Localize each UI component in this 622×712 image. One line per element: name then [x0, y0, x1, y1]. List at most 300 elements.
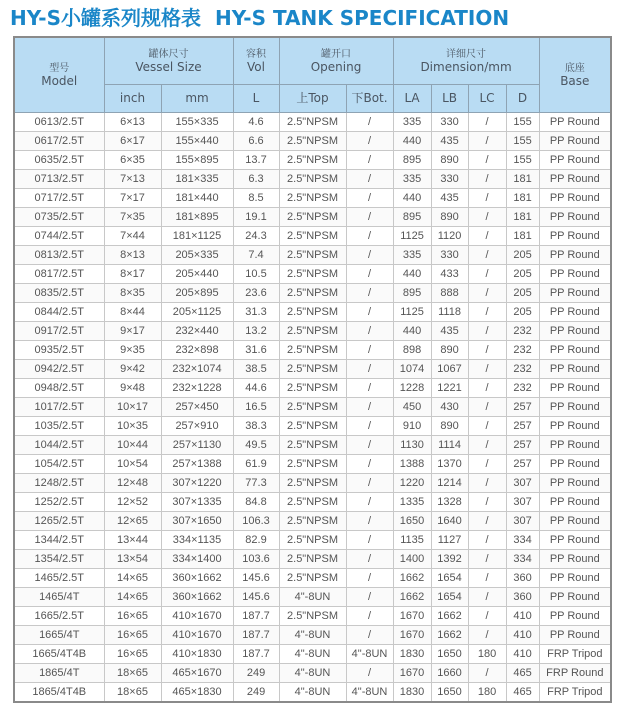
cell-vol: 6.6 [233, 132, 279, 151]
cell-lc: / [468, 588, 506, 607]
cell-d: 155 [506, 113, 539, 132]
table-row [14, 170, 611, 189]
cell-inch: 10×35 [104, 417, 161, 436]
table-row [14, 436, 611, 455]
cell-vol: 44.6 [233, 379, 279, 398]
cell-model: 0917/2.5T [14, 322, 104, 341]
cell-mm: 360×1662 [161, 569, 233, 588]
cell-mm: 232×1074 [161, 360, 233, 379]
cell-model: 1248/2.5T [14, 474, 104, 493]
cell-lb: 1370 [431, 455, 468, 474]
cell-lb: 1654 [431, 588, 468, 607]
cell-vol: 145.6 [233, 588, 279, 607]
cell-lc: / [468, 284, 506, 303]
cell-inch: 18×65 [104, 664, 161, 683]
cell-base: FRP Tripod [539, 683, 611, 703]
cell-model: 1265/2.5T [14, 512, 104, 531]
cell-mm: 155×895 [161, 151, 233, 170]
cell-lb: 1654 [431, 569, 468, 588]
table-row [14, 398, 611, 417]
cell-la: 895 [393, 284, 431, 303]
cell-bottom: / [346, 113, 393, 132]
cell-inch: 8×17 [104, 265, 161, 284]
cell-inch: 12×48 [104, 474, 161, 493]
cell-d: 155 [506, 151, 539, 170]
header-vessel-size: 罐体尺寸 Vessel Size [104, 37, 233, 85]
cell-bottom: / [346, 284, 393, 303]
cell-lc: 180 [468, 645, 506, 664]
table-row [14, 151, 611, 170]
cell-la: 1670 [393, 626, 431, 645]
cell-lb: 1118 [431, 303, 468, 322]
cell-vol: 49.5 [233, 436, 279, 455]
cell-vol: 145.6 [233, 569, 279, 588]
cell-la: 440 [393, 189, 431, 208]
cell-vol: 82.9 [233, 531, 279, 550]
cell-d: 205 [506, 284, 539, 303]
cell-lc: / [468, 379, 506, 398]
cell-inch: 12×65 [104, 512, 161, 531]
cell-base: PP Round [539, 132, 611, 151]
cell-model: 0744/2.5T [14, 227, 104, 246]
cell-top: 2.5"NPSM [279, 493, 346, 512]
cell-top: 4"-8UN [279, 626, 346, 645]
cell-base: PP Round [539, 265, 611, 284]
cell-top: 2.5"NPSM [279, 189, 346, 208]
cell-vol: 187.7 [233, 626, 279, 645]
cell-lc: / [468, 132, 506, 151]
cell-top: 2.5"NPSM [279, 132, 346, 151]
cell-la: 898 [393, 341, 431, 360]
cell-la: 1074 [393, 360, 431, 379]
cell-base: PP Round [539, 588, 611, 607]
cell-base: PP Round [539, 246, 611, 265]
cell-d: 257 [506, 436, 539, 455]
cell-model: 1465/4T [14, 588, 104, 607]
cell-base: PP Round [539, 493, 611, 512]
cell-d: 181 [506, 170, 539, 189]
cell-d: 307 [506, 474, 539, 493]
subheader-mm: mm [161, 85, 233, 113]
table-row [14, 607, 611, 626]
table-row [14, 531, 611, 550]
cell-vol: 106.3 [233, 512, 279, 531]
cell-lb: 430 [431, 398, 468, 417]
cell-vol: 77.3 [233, 474, 279, 493]
cell-vol: 31.6 [233, 341, 279, 360]
cell-mm: 410×1670 [161, 607, 233, 626]
cell-bottom: / [346, 189, 393, 208]
cell-mm: 205×335 [161, 246, 233, 265]
cell-model: 0635/2.5T [14, 151, 104, 170]
table-row [14, 588, 611, 607]
subheader-liters: L [233, 85, 279, 113]
cell-d: 410 [506, 645, 539, 664]
cell-top: 2.5"NPSM [279, 550, 346, 569]
cell-bottom: 4"-8UN [346, 683, 393, 703]
cell-base: PP Round [539, 322, 611, 341]
cell-lb: 1660 [431, 664, 468, 683]
table-row [14, 322, 611, 341]
cell-inch: 14×65 [104, 588, 161, 607]
table-row [14, 417, 611, 436]
cell-lc: / [468, 341, 506, 360]
subheader-la: LA [393, 85, 431, 113]
subheader-inch: inch [104, 85, 161, 113]
cell-model: 1865/4T4B [14, 683, 104, 703]
cell-base: PP Round [539, 626, 611, 645]
cell-lc: / [468, 170, 506, 189]
cell-bottom: / [346, 493, 393, 512]
cell-inch: 7×13 [104, 170, 161, 189]
cell-inch: 16×65 [104, 645, 161, 664]
cell-bottom: / [346, 246, 393, 265]
cell-mm: 205×895 [161, 284, 233, 303]
cell-top: 2.5"NPSM [279, 398, 346, 417]
cell-model: 1665/2.5T [14, 607, 104, 626]
cell-la: 895 [393, 208, 431, 227]
cell-base: PP Round [539, 417, 611, 436]
cell-bottom: / [346, 132, 393, 151]
cell-top: 2.5"NPSM [279, 607, 346, 626]
cell-lc: / [468, 626, 506, 645]
cell-inch: 8×44 [104, 303, 161, 322]
cell-bottom: / [346, 550, 393, 569]
cell-top: 4"-8UN [279, 588, 346, 607]
cell-la: 1400 [393, 550, 431, 569]
cell-lc: / [468, 455, 506, 474]
cell-mm: 257×1388 [161, 455, 233, 474]
cell-mm: 465×1670 [161, 664, 233, 683]
table-row [14, 493, 611, 512]
cell-la: 1662 [393, 569, 431, 588]
cell-top: 2.5"NPSM [279, 512, 346, 531]
cell-bottom: / [346, 607, 393, 626]
cell-d: 257 [506, 455, 539, 474]
cell-d: 257 [506, 417, 539, 436]
cell-base: PP Round [539, 284, 611, 303]
cell-top: 2.5"NPSM [279, 208, 346, 227]
cell-inch: 8×35 [104, 284, 161, 303]
table-row [14, 550, 611, 569]
cell-model: 0735/2.5T [14, 208, 104, 227]
cell-lc: / [468, 113, 506, 132]
cell-model: 1665/4T [14, 626, 104, 645]
cell-vol: 16.5 [233, 398, 279, 417]
cell-model: 1044/2.5T [14, 436, 104, 455]
cell-bottom: / [346, 265, 393, 284]
cell-lb: 1067 [431, 360, 468, 379]
cell-lb: 435 [431, 322, 468, 341]
cell-lc: / [468, 227, 506, 246]
cell-top: 2.5"NPSM [279, 322, 346, 341]
header-base: 底座 Base [539, 37, 611, 113]
cell-lc: / [468, 531, 506, 550]
cell-vol: 61.9 [233, 455, 279, 474]
cell-bottom: / [346, 664, 393, 683]
cell-la: 1830 [393, 683, 431, 703]
cell-top: 2.5"NPSM [279, 531, 346, 550]
cell-bottom: / [346, 322, 393, 341]
cell-base: FRP Round [539, 664, 611, 683]
cell-d: 205 [506, 265, 539, 284]
cell-lc: / [468, 208, 506, 227]
cell-mm: 257×450 [161, 398, 233, 417]
cell-lb: 1127 [431, 531, 468, 550]
cell-top: 2.5"NPSM [279, 227, 346, 246]
table-row [14, 132, 611, 151]
subheader-d: D [506, 85, 539, 113]
cell-vol: 84.8 [233, 493, 279, 512]
cell-vol: 38.3 [233, 417, 279, 436]
cell-la: 1220 [393, 474, 431, 493]
cell-la: 1125 [393, 303, 431, 322]
cell-inch: 9×17 [104, 322, 161, 341]
cell-la: 1830 [393, 645, 431, 664]
cell-lc: / [468, 512, 506, 531]
cell-d: 205 [506, 246, 539, 265]
cell-la: 1670 [393, 607, 431, 626]
cell-vol: 10.5 [233, 265, 279, 284]
cell-lc: / [468, 493, 506, 512]
cell-lc: 180 [468, 683, 506, 703]
cell-lb: 1114 [431, 436, 468, 455]
cell-inch: 12×52 [104, 493, 161, 512]
cell-la: 1135 [393, 531, 431, 550]
cell-mm: 181×440 [161, 189, 233, 208]
cell-la: 1335 [393, 493, 431, 512]
subheader-bottom: 下Bot. [346, 85, 393, 113]
cell-lb: 1120 [431, 227, 468, 246]
cell-base: PP Round [539, 512, 611, 531]
cell-d: 232 [506, 322, 539, 341]
cell-bottom: / [346, 227, 393, 246]
cell-lc: / [468, 246, 506, 265]
cell-d: 334 [506, 531, 539, 550]
cell-top: 2.5"NPSM [279, 151, 346, 170]
cell-inch: 13×44 [104, 531, 161, 550]
cell-mm: 307×1335 [161, 493, 233, 512]
cell-lb: 890 [431, 341, 468, 360]
cell-vol: 4.6 [233, 113, 279, 132]
cell-bottom: / [346, 341, 393, 360]
cell-vol: 8.5 [233, 189, 279, 208]
subheader-top: 上Top [279, 85, 346, 113]
cell-la: 1662 [393, 588, 431, 607]
cell-bottom: / [346, 531, 393, 550]
cell-lb: 330 [431, 246, 468, 265]
cell-lc: / [468, 436, 506, 455]
cell-top: 4"-8UN [279, 664, 346, 683]
cell-inch: 13×54 [104, 550, 161, 569]
cell-mm: 334×1400 [161, 550, 233, 569]
cell-model: 0844/2.5T [14, 303, 104, 322]
cell-inch: 10×44 [104, 436, 161, 455]
cell-base: PP Round [539, 474, 611, 493]
cell-top: 4"-8UN [279, 683, 346, 703]
cell-d: 181 [506, 208, 539, 227]
cell-inch: 9×48 [104, 379, 161, 398]
cell-top: 2.5"NPSM [279, 474, 346, 493]
cell-base: PP Round [539, 531, 611, 550]
cell-base: PP Round [539, 398, 611, 417]
cell-model: 0617/2.5T [14, 132, 104, 151]
cell-mm: 334×1135 [161, 531, 233, 550]
cell-inch: 7×35 [104, 208, 161, 227]
cell-vol: 31.3 [233, 303, 279, 322]
cell-lc: / [468, 360, 506, 379]
cell-la: 1670 [393, 664, 431, 683]
cell-la: 335 [393, 113, 431, 132]
cell-lc: / [468, 607, 506, 626]
cell-inch: 16×65 [104, 626, 161, 645]
cell-top: 2.5"NPSM [279, 113, 346, 132]
cell-vol: 187.7 [233, 607, 279, 626]
table-row [14, 645, 611, 664]
cell-model: 1354/2.5T [14, 550, 104, 569]
header-dimension: 详细尺寸 Dimension/mm [393, 37, 539, 85]
cell-top: 2.5"NPSM [279, 303, 346, 322]
cell-inch: 16×65 [104, 607, 161, 626]
cell-lc: / [468, 664, 506, 683]
cell-inch: 6×13 [104, 113, 161, 132]
cell-d: 410 [506, 626, 539, 645]
cell-model: 0717/2.5T [14, 189, 104, 208]
cell-base: PP Round [539, 607, 611, 626]
header-opening: 罐开口 Opening [279, 37, 393, 85]
cell-vol: 103.6 [233, 550, 279, 569]
cell-mm: 257×910 [161, 417, 233, 436]
cell-lb: 433 [431, 265, 468, 284]
cell-d: 155 [506, 132, 539, 151]
cell-la: 440 [393, 322, 431, 341]
cell-la: 440 [393, 132, 431, 151]
cell-model: 1465/2.5T [14, 569, 104, 588]
cell-lb: 1650 [431, 683, 468, 703]
table-row [14, 189, 611, 208]
cell-mm: 232×898 [161, 341, 233, 360]
title-en: HY-S TANK SPECIFICATION [215, 6, 510, 30]
table-row [14, 113, 611, 132]
cell-d: 232 [506, 379, 539, 398]
cell-base: PP Round [539, 436, 611, 455]
cell-top: 2.5"NPSM [279, 379, 346, 398]
cell-bottom: / [346, 208, 393, 227]
cell-lb: 890 [431, 208, 468, 227]
cell-vol: 38.5 [233, 360, 279, 379]
subheader-lb: LB [431, 85, 468, 113]
cell-mm: 257×1130 [161, 436, 233, 455]
cell-d: 181 [506, 189, 539, 208]
cell-lb: 1650 [431, 645, 468, 664]
cell-top: 2.5"NPSM [279, 569, 346, 588]
cell-bottom: / [346, 626, 393, 645]
table-row [14, 683, 611, 703]
cell-base: PP Round [539, 379, 611, 398]
cell-inch: 18×65 [104, 683, 161, 703]
cell-model: 1252/2.5T [14, 493, 104, 512]
cell-d: 307 [506, 493, 539, 512]
cell-base: PP Round [539, 569, 611, 588]
cell-model: 1054/2.5T [14, 455, 104, 474]
cell-la: 335 [393, 170, 431, 189]
table-row [14, 360, 611, 379]
table-row [14, 455, 611, 474]
cell-mm: 465×1830 [161, 683, 233, 703]
cell-top: 2.5"NPSM [279, 246, 346, 265]
table-row [14, 474, 611, 493]
cell-bottom: / [346, 474, 393, 493]
cell-base: PP Round [539, 360, 611, 379]
cell-bottom: / [346, 303, 393, 322]
cell-lc: / [468, 417, 506, 436]
cell-inch: 9×35 [104, 341, 161, 360]
cell-la: 450 [393, 398, 431, 417]
cell-inch: 9×42 [104, 360, 161, 379]
cell-mm: 205×1125 [161, 303, 233, 322]
cell-bottom: / [346, 151, 393, 170]
cell-d: 465 [506, 683, 539, 703]
cell-vol: 13.2 [233, 322, 279, 341]
cell-lb: 1662 [431, 607, 468, 626]
cell-lc: / [468, 151, 506, 170]
cell-top: 4"-8UN [279, 645, 346, 664]
cell-mm: 155×440 [161, 132, 233, 151]
cell-bottom: / [346, 455, 393, 474]
cell-lb: 330 [431, 113, 468, 132]
cell-base: PP Round [539, 189, 611, 208]
cell-base: PP Round [539, 227, 611, 246]
cell-inch: 10×17 [104, 398, 161, 417]
cell-lc: / [468, 303, 506, 322]
table-row [14, 626, 611, 645]
cell-mm: 155×335 [161, 113, 233, 132]
cell-inch: 6×17 [104, 132, 161, 151]
cell-model: 1017/2.5T [14, 398, 104, 417]
cell-top: 2.5"NPSM [279, 455, 346, 474]
table-header [14, 37, 611, 113]
cell-lc: / [468, 569, 506, 588]
cell-bottom: / [346, 398, 393, 417]
cell-inch: 14×65 [104, 569, 161, 588]
cell-vol: 249 [233, 683, 279, 703]
cell-vol: 6.3 [233, 170, 279, 189]
cell-la: 1388 [393, 455, 431, 474]
table-row [14, 227, 611, 246]
cell-lb: 888 [431, 284, 468, 303]
cell-vol: 7.4 [233, 246, 279, 265]
cell-model: 1035/2.5T [14, 417, 104, 436]
cell-bottom: / [346, 360, 393, 379]
cell-d: 232 [506, 360, 539, 379]
cell-d: 360 [506, 569, 539, 588]
table-row [14, 246, 611, 265]
cell-base: PP Round [539, 303, 611, 322]
cell-bottom: / [346, 170, 393, 189]
cell-d: 410 [506, 607, 539, 626]
cell-la: 1125 [393, 227, 431, 246]
cell-inch: 7×17 [104, 189, 161, 208]
header-vol: 容积 Vol [233, 37, 279, 85]
page-title [10, 2, 509, 31]
cell-lc: / [468, 474, 506, 493]
cell-lb: 1328 [431, 493, 468, 512]
cell-model: 0942/2.5T [14, 360, 104, 379]
cell-mm: 360×1662 [161, 588, 233, 607]
cell-bottom: / [346, 588, 393, 607]
table-row [14, 379, 611, 398]
cell-base: PP Round [539, 113, 611, 132]
